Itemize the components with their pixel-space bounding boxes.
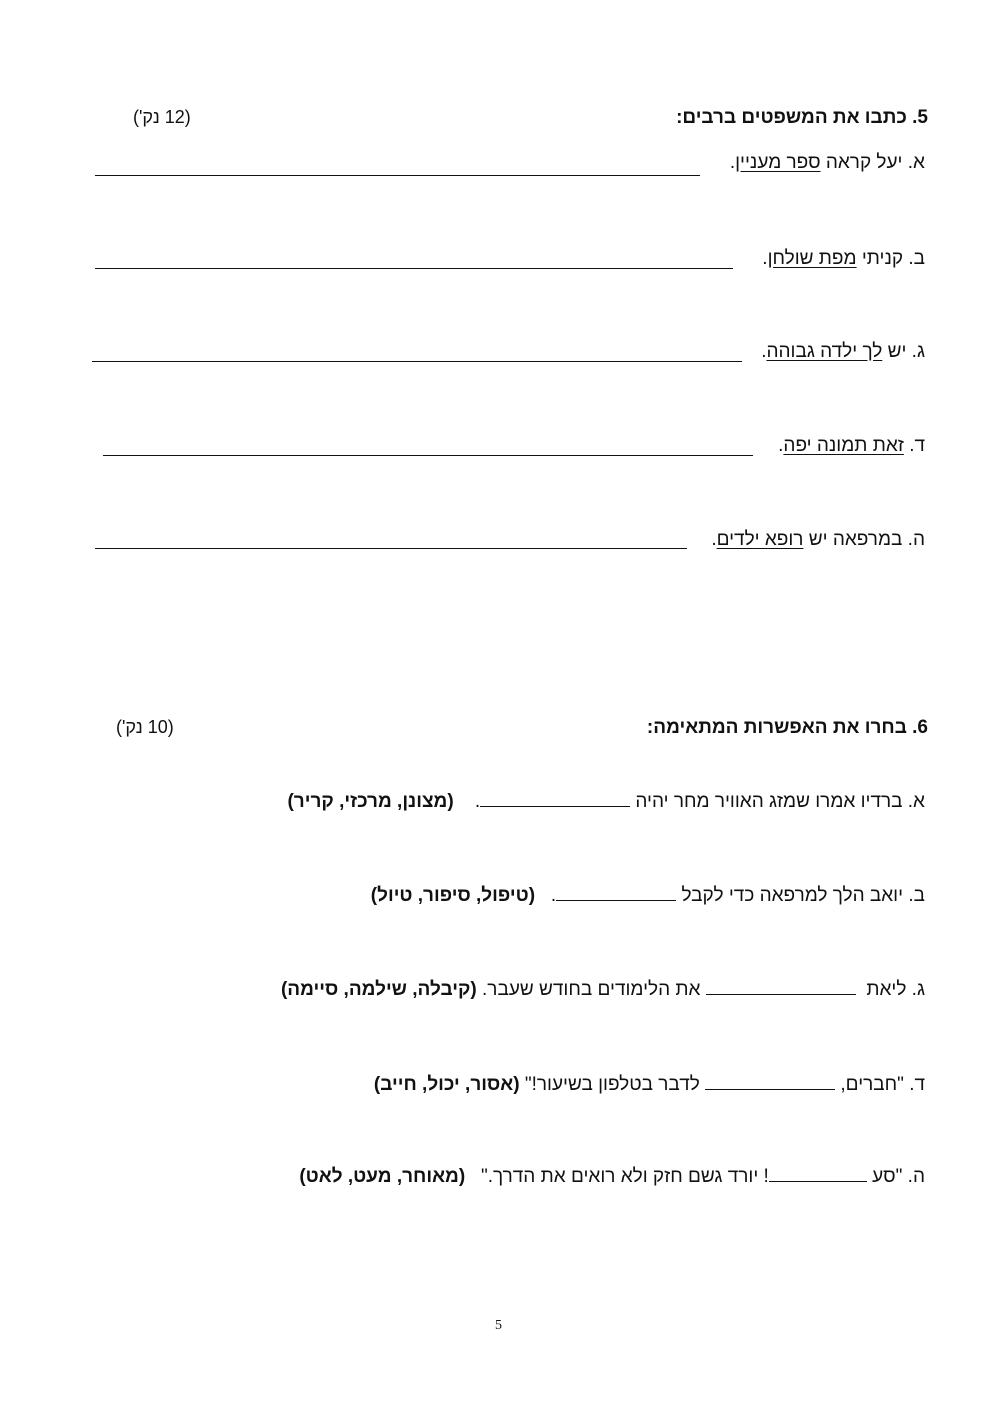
item-text-after: ! יורד גשם חזק ולא רואים את הדרך." <box>481 1166 769 1187</box>
item-text: יעל קראה <box>820 152 903 173</box>
q5-item-a <box>730 152 925 174</box>
q5-item-c <box>761 341 925 363</box>
q6-points: (10 נק') <box>116 717 174 737</box>
q6-item-d <box>374 1071 925 1096</box>
item-label: ה. <box>907 529 925 550</box>
q5-answer-line-e[interactable] <box>95 548 687 549</box>
item-text: "סע <box>872 1166 903 1187</box>
q6-title: 6. בחרו את האפשרות המתאימה: <box>646 717 928 738</box>
answer-blank[interactable] <box>705 1071 835 1090</box>
item-underlined-phrase: לך ילדה גבוהה <box>766 341 883 362</box>
item-options: (מצונן, מרכזי, קריר) <box>287 791 454 812</box>
item-punct: . <box>729 152 736 173</box>
answer-blank[interactable] <box>706 976 856 995</box>
q5-item-d <box>778 435 925 457</box>
item-punct: . <box>550 885 557 906</box>
item-options: (מאוחר, מעט, לאט) <box>299 1166 466 1187</box>
q5-item-e <box>711 529 925 551</box>
answer-blank[interactable] <box>480 788 630 807</box>
item-text: יואב הלך למרפאה כדי לקבל <box>681 885 904 906</box>
answer-blank[interactable] <box>769 1163 867 1182</box>
item-underlined-phrase: רופא ילדים <box>716 529 804 550</box>
item-punct: . <box>474 791 481 812</box>
item-label: א. <box>907 152 925 173</box>
item-label: א. <box>907 791 925 812</box>
item-underlined-phrase: זאת תמונה יפה <box>783 435 904 456</box>
item-text: יש <box>882 341 907 362</box>
item-options: (טיפול, סיפור, טיול) <box>370 885 536 906</box>
item-label: ד. <box>909 1074 925 1095</box>
item-text: במרפאה יש <box>803 529 903 550</box>
q6-item-e <box>299 1163 925 1188</box>
item-label: ב. <box>908 248 925 269</box>
q5-answer-line-b[interactable] <box>95 268 733 269</box>
item-text: ברדיו אמרו שמזג האוויר מחר יהיה <box>635 791 903 812</box>
item-underlined-phrase: מפת שולחן <box>767 248 857 269</box>
item-options: (אסור, יכול, חייב) <box>373 1074 520 1095</box>
q5-item-b <box>762 248 925 270</box>
q6-item-c <box>281 976 925 1001</box>
item-punct: . <box>778 435 784 456</box>
item-options: (קיבלה, שילמה, סיימה) <box>280 979 477 1000</box>
item-label: ג. <box>911 341 925 362</box>
page-number: 5 <box>495 1318 502 1333</box>
item-underlined-phrase: ספר מעניין <box>735 152 821 173</box>
item-text: קניתי <box>856 248 904 269</box>
q6-item-a <box>287 788 925 813</box>
q5-points: (12 נק') <box>133 107 191 127</box>
q5-title: 5. כתבו את המשפטים ברבים: <box>676 107 928 128</box>
item-label: ד. <box>909 435 925 456</box>
item-text: "חברים, <box>840 1074 904 1095</box>
item-label: ג. <box>911 979 925 1000</box>
item-text-after: את הלימודים בחודש שעבר. <box>482 979 701 1000</box>
item-label: ה. <box>907 1166 925 1187</box>
item-text-after: לדבר בטלפון בשיעור!" <box>524 1074 700 1095</box>
item-text: ליאת <box>866 979 907 1000</box>
item-punct: . <box>761 341 767 362</box>
item-punct: . <box>711 529 717 550</box>
q5-answer-line-d[interactable] <box>103 455 753 456</box>
q6-item-b <box>371 882 925 907</box>
item-punct: . <box>762 248 768 269</box>
q5-answer-line-a[interactable] <box>95 175 700 176</box>
answer-blank[interactable] <box>556 882 676 901</box>
item-label: ב. <box>908 885 925 906</box>
q5-answer-line-c[interactable] <box>92 361 742 362</box>
